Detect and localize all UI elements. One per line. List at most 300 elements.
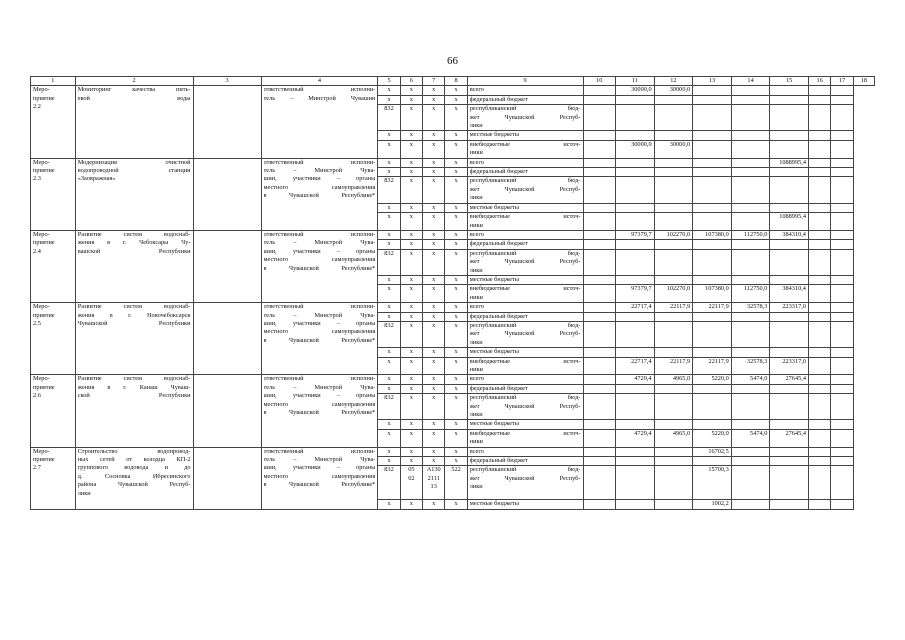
row-label-republican xyxy=(467,466,583,500)
event-executor-line: местного самоуправления xyxy=(263,183,376,191)
target-code: x xyxy=(423,168,445,177)
row-label-republican-line: республиканский бюд- xyxy=(469,466,581,474)
value-cell xyxy=(654,447,693,456)
value-cell xyxy=(808,348,830,357)
value-cell xyxy=(808,321,830,347)
event-executor xyxy=(261,303,378,375)
value-cell xyxy=(654,105,693,131)
target-code-line: 2111 xyxy=(427,474,440,482)
event-label-line: Меро- xyxy=(33,447,50,455)
grbs-code: 832 xyxy=(378,177,400,203)
value-cell xyxy=(693,131,732,140)
value-cell xyxy=(831,275,853,284)
event-executor-line: ответственный исполни- xyxy=(263,375,376,383)
row-label-extrabudget-line: ники xyxy=(469,366,483,373)
value-cell xyxy=(583,203,616,212)
value-cell xyxy=(770,86,809,95)
value-cell xyxy=(693,420,732,429)
event-label xyxy=(31,158,76,230)
value-cell xyxy=(583,457,616,466)
section-code: x xyxy=(400,303,422,312)
value-cell xyxy=(831,177,853,203)
row-label-republican xyxy=(467,394,583,420)
value-cell xyxy=(654,321,693,347)
grbs-code: x xyxy=(378,86,400,95)
grbs-code: x xyxy=(378,384,400,393)
target-code: x xyxy=(423,357,445,375)
value-cell xyxy=(654,131,693,140)
table-row xyxy=(31,158,875,167)
expense-code: x xyxy=(445,230,467,239)
event-executor-line: ответственный исполни- xyxy=(263,230,376,238)
grbs-code: 832 xyxy=(378,394,400,420)
event-name xyxy=(75,230,193,302)
row-label-republican-line: жет Чувашской Респуб- xyxy=(469,330,581,338)
value-cell xyxy=(808,86,830,95)
row-label-federal: федеральный бюджет xyxy=(467,384,583,393)
value-cell xyxy=(583,357,616,375)
row-label-republican xyxy=(467,177,583,203)
grbs-code: x xyxy=(378,447,400,456)
event-empty-cell xyxy=(193,230,261,302)
value-cell xyxy=(831,420,853,429)
value-cell xyxy=(583,105,616,131)
section-code: x xyxy=(400,131,422,140)
row-label-extrabudget-line: ники xyxy=(469,438,483,446)
value-cell xyxy=(583,394,616,420)
event-name-line: ных сетей от колодца КП-2 xyxy=(77,456,191,464)
grbs-code: 832 xyxy=(378,321,400,347)
value-cell xyxy=(583,240,616,249)
row-label-extrabudget-line: ники xyxy=(469,221,483,229)
value-cell xyxy=(731,466,770,500)
event-executor-line: местного самоуправления xyxy=(263,256,376,264)
event-executor-line: тель – Минстрой Чува- xyxy=(263,383,376,391)
row-label-federal: федеральный бюджет xyxy=(467,95,583,104)
value-cell xyxy=(731,249,770,275)
value-cell xyxy=(731,348,770,357)
value-cell xyxy=(831,457,853,466)
event-name xyxy=(75,375,193,447)
value-cell xyxy=(808,375,830,384)
value-cell xyxy=(616,158,655,167)
value-cell xyxy=(583,230,616,239)
target-code: x xyxy=(423,275,445,284)
section-code: x xyxy=(400,95,422,104)
value-cell xyxy=(731,158,770,167)
grbs-code: x xyxy=(378,230,400,239)
value-cell xyxy=(654,177,693,203)
expense-code: x xyxy=(445,375,467,384)
target-code: x xyxy=(423,213,445,231)
row-label-total: всего xyxy=(467,158,583,167)
value-cell xyxy=(770,177,809,203)
column-number: 15 xyxy=(770,77,809,86)
expense-code: x xyxy=(445,303,467,312)
row-label-republican-line: лики xyxy=(469,411,483,419)
target-code: x xyxy=(423,230,445,239)
expense-code: x xyxy=(445,420,467,429)
column-number: 3 xyxy=(193,77,261,86)
target-code: x xyxy=(423,420,445,429)
event-executor-line: в Чувашской Республике* xyxy=(263,481,376,489)
target-code: x xyxy=(423,500,445,509)
value-cell xyxy=(616,447,655,456)
section-code: x xyxy=(400,203,422,212)
value-cell xyxy=(583,375,616,384)
event-name xyxy=(75,86,193,158)
value-cell xyxy=(693,275,732,284)
expense-code: x xyxy=(445,131,467,140)
value-cell xyxy=(731,177,770,203)
grbs-code: x xyxy=(378,285,400,303)
value-cell xyxy=(654,457,693,466)
value-cell xyxy=(731,321,770,347)
event-label-line: 2.3 xyxy=(33,175,41,183)
value-cell xyxy=(583,275,616,284)
target-code: x xyxy=(423,384,445,393)
event-name-line: Развитие систем водоснаб- xyxy=(77,230,191,238)
row-label-federal: федеральный бюджет xyxy=(467,457,583,466)
row-label-local: местные бюджеты xyxy=(467,500,583,509)
event-executor-line: шии, участники – органы xyxy=(263,175,376,183)
row-label-extrabudget-line: внебюджетные источ- xyxy=(469,429,581,437)
target-code: x xyxy=(423,303,445,312)
event-executor-line: тель – Минстрой Чува- xyxy=(263,239,376,247)
row-label-republican-line: республиканский бюд- xyxy=(469,394,581,402)
grbs-code: x xyxy=(378,140,400,158)
value-cell xyxy=(808,131,830,140)
value-cell xyxy=(583,249,616,275)
value-cell: 30000,0 xyxy=(654,140,693,158)
event-label-line: Меро- xyxy=(33,86,50,94)
value-cell xyxy=(770,348,809,357)
target-code-line: 13 xyxy=(430,483,437,491)
grbs-code: x xyxy=(378,375,400,384)
target-code: x xyxy=(423,249,445,275)
section-code: x xyxy=(400,240,422,249)
value-cell xyxy=(831,447,853,456)
row-label-total: всего xyxy=(467,447,583,456)
value-cell xyxy=(770,140,809,158)
row-label-republican-line: лики xyxy=(469,338,483,346)
value-cell xyxy=(831,466,853,500)
value-cell: 22117,9 xyxy=(693,303,732,312)
value-cell xyxy=(654,394,693,420)
budget-table xyxy=(30,76,875,510)
expense-code: x xyxy=(445,394,467,420)
value-cell xyxy=(731,213,770,231)
value-cell: 15700,3 xyxy=(693,466,732,500)
value-cell xyxy=(808,457,830,466)
event-executor-line: в Чувашской Республике* xyxy=(263,409,376,417)
grbs-code: x xyxy=(378,312,400,321)
value-cell xyxy=(831,249,853,275)
value-cell xyxy=(693,249,732,275)
value-cell: 4965,0 xyxy=(654,429,693,447)
value-cell xyxy=(583,447,616,456)
section-code: x xyxy=(400,375,422,384)
value-cell xyxy=(808,466,830,500)
event-name-line: района Чувашской Респуб- xyxy=(77,481,191,489)
section-code: x xyxy=(400,321,422,347)
row-label-republican xyxy=(467,321,583,347)
target-code: x xyxy=(423,140,445,158)
target-code: x xyxy=(423,394,445,420)
grbs-code: 832 xyxy=(378,249,400,275)
row-label-republican-line: лики xyxy=(469,194,483,202)
value-cell xyxy=(693,213,732,231)
expense-code: x xyxy=(445,312,467,321)
column-number: 8 xyxy=(445,77,467,86)
value-cell xyxy=(831,500,853,509)
value-cell xyxy=(808,394,830,420)
value-cell xyxy=(731,140,770,158)
column-number: 16 xyxy=(808,77,830,86)
value-cell: 4729,4 xyxy=(616,429,655,447)
value-cell xyxy=(731,447,770,456)
value-cell: 102270,0 xyxy=(654,285,693,303)
event-name-line: Чувашской Республики xyxy=(77,319,191,327)
value-cell xyxy=(731,457,770,466)
row-label-federal: федеральный бюджет xyxy=(467,168,583,177)
row-label-extrabudget xyxy=(467,429,583,447)
value-cell xyxy=(693,457,732,466)
value-cell xyxy=(616,168,655,177)
target-code: x xyxy=(423,375,445,384)
row-label-extrabudget-line: внебюджетные источ- xyxy=(469,357,581,365)
value-cell: 1088995,4 xyxy=(770,213,809,231)
value-cell xyxy=(831,140,853,158)
value-cell xyxy=(831,394,853,420)
target-code: x xyxy=(423,95,445,104)
value-cell: 22717,4 xyxy=(616,357,655,375)
value-cell xyxy=(731,95,770,104)
value-cell xyxy=(731,105,770,131)
target-code: x xyxy=(423,105,445,131)
row-label-republican-line: лики xyxy=(469,483,483,491)
section-code-line: 05 xyxy=(408,466,415,474)
event-label-line: Меро- xyxy=(33,230,50,238)
value-cell xyxy=(731,203,770,212)
table-row xyxy=(31,447,875,456)
value-cell xyxy=(616,213,655,231)
column-number: 6 xyxy=(400,77,422,86)
value-cell xyxy=(583,466,616,500)
event-name-line: Строительство водопровод- xyxy=(77,447,191,455)
value-cell xyxy=(808,249,830,275)
event-executor-line: местного самоуправления xyxy=(263,472,376,480)
event-label-line: приятие xyxy=(33,456,55,464)
value-cell: 30000,0 xyxy=(654,86,693,95)
event-label-line: 2.4 xyxy=(33,247,41,255)
row-label-republican-line: жет Чувашской Респуб- xyxy=(469,402,581,410)
grbs-code: x xyxy=(378,429,400,447)
row-label-total: всего xyxy=(467,303,583,312)
grbs-code: x xyxy=(378,457,400,466)
value-cell xyxy=(770,105,809,131)
target-code: x xyxy=(423,86,445,95)
value-cell xyxy=(731,86,770,95)
value-cell xyxy=(831,95,853,104)
value-cell xyxy=(583,86,616,95)
value-cell xyxy=(693,177,732,203)
target-code: x xyxy=(423,321,445,347)
value-cell: 107380,0 xyxy=(693,285,732,303)
expense-code: x xyxy=(445,500,467,509)
event-executor xyxy=(261,158,378,230)
expense-code: x xyxy=(445,213,467,231)
value-cell xyxy=(770,95,809,104)
row-label-extrabudget-line: ники xyxy=(469,149,483,157)
target-code: x xyxy=(423,429,445,447)
event-name xyxy=(75,158,193,230)
event-executor-line: местного самоуправления xyxy=(263,400,376,408)
value-cell xyxy=(831,240,853,249)
section-code: x xyxy=(400,213,422,231)
value-cell xyxy=(831,375,853,384)
value-cell xyxy=(831,230,853,239)
event-name-line: ской Республики xyxy=(77,392,191,400)
value-cell xyxy=(583,213,616,231)
section-code: x xyxy=(400,168,422,177)
event-name-line: Развитие систем водоснаб- xyxy=(77,375,191,383)
grbs-code: 832 xyxy=(378,466,400,500)
event-name-line: группового водовода и до xyxy=(77,464,191,472)
value-cell xyxy=(583,312,616,321)
value-cell xyxy=(583,303,616,312)
row-label-republican-line: жет Чувашской Респуб- xyxy=(469,474,581,482)
event-name-line: жения в г. Канаш Чуваш- xyxy=(77,383,191,391)
row-label-republican xyxy=(467,249,583,275)
event-name xyxy=(75,447,193,509)
expense-code: x xyxy=(445,177,467,203)
event-executor-line: шии, участники – органы xyxy=(263,319,376,327)
value-cell xyxy=(654,158,693,167)
value-cell: 22117,9 xyxy=(654,357,693,375)
value-cell xyxy=(693,140,732,158)
value-cell: 16702,5 xyxy=(693,447,732,456)
grbs-code: x xyxy=(378,168,400,177)
value-cell xyxy=(693,384,732,393)
value-cell xyxy=(693,95,732,104)
grbs-code: 832 xyxy=(378,105,400,131)
expense-code: x xyxy=(445,457,467,466)
event-executor-line: ответственный исполни- xyxy=(263,303,376,311)
value-cell xyxy=(583,429,616,447)
row-label-federal: федеральный бюджет xyxy=(467,240,583,249)
grbs-code: x xyxy=(378,240,400,249)
row-label-republican-line: жет Чувашской Респуб- xyxy=(469,185,581,193)
value-cell xyxy=(808,95,830,104)
row-label-republican xyxy=(467,105,583,131)
row-label-local: местные бюджеты xyxy=(467,275,583,284)
value-cell: 4965,0 xyxy=(654,375,693,384)
value-cell xyxy=(693,321,732,347)
expense-code: x xyxy=(445,357,467,375)
row-label-republican-line: республиканский бюд- xyxy=(469,321,581,329)
row-label-total: всего xyxy=(467,375,583,384)
value-cell: 384310,4 xyxy=(770,285,809,303)
value-cell xyxy=(654,312,693,321)
value-cell xyxy=(831,429,853,447)
value-cell: 1088995,4 xyxy=(770,158,809,167)
value-cell xyxy=(731,240,770,249)
event-name-line: «Заовражная» xyxy=(77,175,116,183)
value-cell xyxy=(583,420,616,429)
value-cell xyxy=(731,275,770,284)
event-label-line: 2.6 xyxy=(33,392,41,400)
expense-code: x xyxy=(445,321,467,347)
column-number: 11 xyxy=(616,77,655,86)
section-code: x xyxy=(400,457,422,466)
value-cell xyxy=(770,168,809,177)
value-cell xyxy=(616,500,655,509)
event-executor-line: в Чувашской Республике* xyxy=(263,336,376,344)
value-cell: 223317,0 xyxy=(770,357,809,375)
expense-code: x xyxy=(445,249,467,275)
value-cell: 5220,0 xyxy=(693,375,732,384)
value-cell: 5474,0 xyxy=(731,375,770,384)
row-label-republican-line: жет Чувашской Респуб- xyxy=(469,113,581,121)
event-name-line: Развитие систем водоснаб- xyxy=(77,303,191,311)
target-code: x xyxy=(423,240,445,249)
value-cell xyxy=(770,275,809,284)
value-cell xyxy=(654,348,693,357)
value-cell xyxy=(616,203,655,212)
value-cell xyxy=(770,312,809,321)
event-label xyxy=(31,303,76,375)
value-cell xyxy=(808,240,830,249)
row-label-republican-line: лики xyxy=(469,266,483,274)
value-cell xyxy=(770,384,809,393)
value-cell xyxy=(808,420,830,429)
value-cell xyxy=(808,168,830,177)
value-cell xyxy=(693,105,732,131)
expense-code: x xyxy=(445,275,467,284)
value-cell xyxy=(654,240,693,249)
section-code: x xyxy=(400,275,422,284)
table-row xyxy=(31,303,875,312)
table-row xyxy=(31,86,875,95)
value-cell: 112750,0 xyxy=(731,230,770,239)
row-label-republican-line: республиканский бюд- xyxy=(469,249,581,257)
column-number: 5 xyxy=(378,77,400,86)
event-executor xyxy=(261,447,378,509)
event-executor-line: шии, участники – органы xyxy=(263,464,376,472)
value-cell: 223317,0 xyxy=(770,303,809,312)
value-cell xyxy=(808,303,830,312)
value-cell xyxy=(831,285,853,303)
expense-code: x xyxy=(445,429,467,447)
target-code: x xyxy=(423,177,445,203)
row-label-republican-line: лики xyxy=(469,122,483,130)
section-code: x xyxy=(400,158,422,167)
value-cell xyxy=(693,394,732,420)
value-cell xyxy=(731,420,770,429)
row-label-local: местные бюджеты xyxy=(467,203,583,212)
value-cell: 22717,4 xyxy=(616,303,655,312)
event-empty-cell xyxy=(193,303,261,375)
event-executor-line: тель – Минстрой Чувашии xyxy=(263,94,376,102)
value-cell xyxy=(770,321,809,347)
value-cell xyxy=(731,168,770,177)
value-cell xyxy=(831,203,853,212)
row-label-local: местные бюджеты xyxy=(467,131,583,140)
event-name-line: жения в г. Новочебоксарск xyxy=(77,311,191,319)
event-executor-line: в Чувашской Республике* xyxy=(263,264,376,272)
value-cell: 112750,0 xyxy=(731,285,770,303)
